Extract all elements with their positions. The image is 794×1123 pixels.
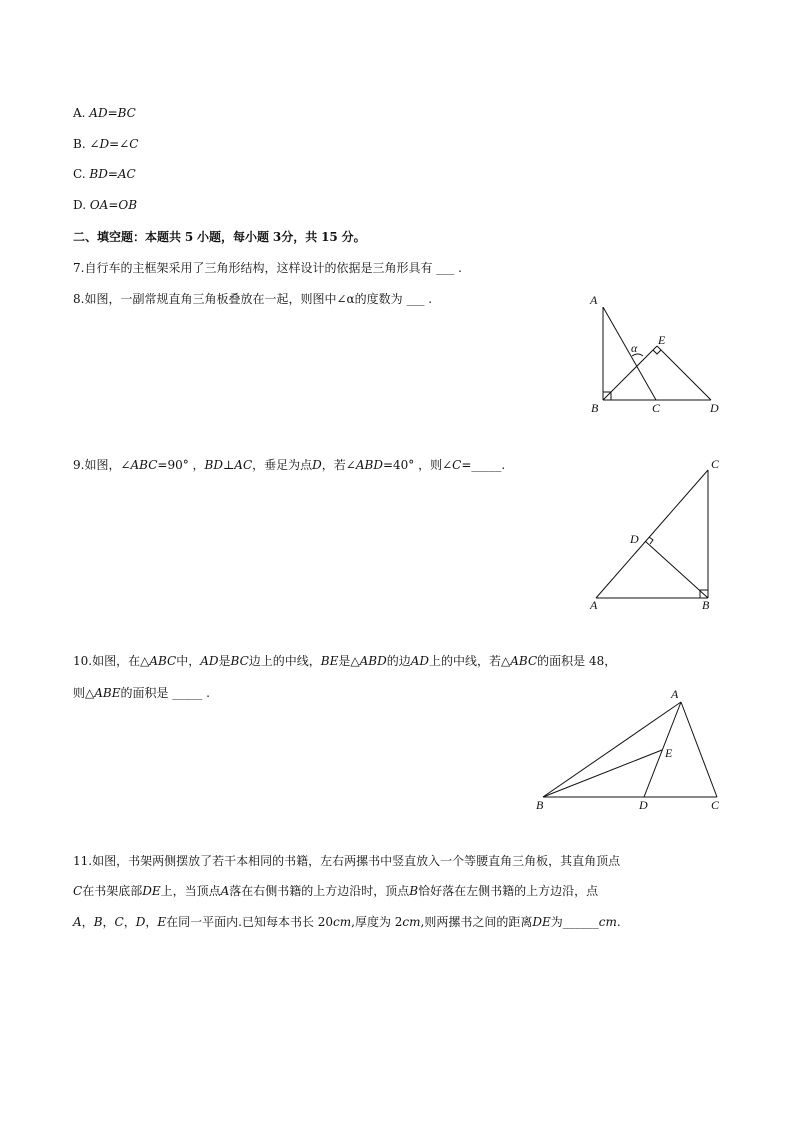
q9-t3: ，若 <box>321 458 346 472</box>
q11-l2-t4: 恰好落在左侧书籍的上方边沿，点 <box>418 884 599 898</box>
q10-l1-prefix: 10.如图，在△ <box>73 654 150 668</box>
q8-text: 8.如图，一副常规直角三角板叠放在一起，则图中∠α的度数为 <box>73 292 403 306</box>
option-b-expr: ∠D=∠C <box>89 137 139 151</box>
q10-l1-t2: 是 <box>218 654 231 668</box>
q8-label-e: E <box>658 333 666 347</box>
question-11-line-1 <box>73 853 620 869</box>
option-b-prefix: B. <box>73 137 90 151</box>
q10-label-b: B <box>536 798 544 812</box>
q11-l3-m7: cm <box>402 915 421 929</box>
section-heading-num3: 15 <box>321 230 338 244</box>
q11-l3-m9: cm <box>598 915 617 929</box>
q11-l2-m2: DE <box>142 884 161 898</box>
q10-label-e: E <box>665 746 673 760</box>
q9-label-d: D <box>630 532 639 546</box>
option-c-expr: BD=AC <box>89 167 136 181</box>
section-heading-num1: 5 <box>184 230 194 244</box>
q8-end: . <box>428 292 433 306</box>
q10-l1-t5: 的边 <box>386 654 411 668</box>
q11-l3-t1: ， <box>81 915 94 929</box>
q11-l2-t3: 落在右侧书籍的上方边沿时，顶点 <box>229 884 410 898</box>
q11-l3-m4: D <box>135 915 146 929</box>
q11-end: . <box>616 915 621 929</box>
q10-label-c: C <box>711 798 720 812</box>
q11-l3-m5: E <box>157 915 167 929</box>
q10-l2-m1: ABE <box>94 686 121 700</box>
q7-text: 7.自行车的主框架采用了三角形结构，这样设计的依据是三角形具有 <box>73 261 433 275</box>
section-heading-part3: 分，共 <box>281 230 318 244</box>
q10-line-ad <box>644 702 681 797</box>
q8-label-c: C <box>652 401 661 415</box>
q9-m3: D <box>312 458 322 472</box>
q11-l2-t2: 上，当顶点 <box>160 884 221 898</box>
section-heading-part2: 小题，每小题 <box>197 230 270 244</box>
q9-t4: =40° ，则 <box>382 458 443 472</box>
q10-l2-prefix: 则△ <box>73 686 95 700</box>
q10-l1-t7: 的面积是 48， <box>537 654 617 668</box>
q10-l1-t4: 是△ <box>338 654 360 668</box>
q8-label-b: B <box>591 401 599 415</box>
q9-blank: _____ <box>471 458 502 472</box>
q10-l1-m1: ABC <box>149 654 177 668</box>
section-heading-num2: 3 <box>272 230 282 244</box>
q10-l1-m4: BE <box>320 654 339 668</box>
q8-label-a: A <box>590 293 598 307</box>
q10-l1-m3: BC <box>230 654 249 668</box>
q8-label-d: D <box>710 401 719 415</box>
option-d-expr: OA=OB <box>89 198 138 212</box>
q11-l2-m3: A <box>220 884 230 898</box>
q9-t5: = <box>461 458 472 472</box>
q10-l1-m7: ABC <box>510 654 538 668</box>
q11-l3-m3: C <box>114 915 124 929</box>
q10-l1-m2: AD <box>200 654 219 668</box>
question-11-line-3 <box>73 914 621 930</box>
q11-l3-m1: A <box>73 915 82 929</box>
q11-l3-t2: ， <box>102 915 115 929</box>
q10-line-be <box>543 750 662 797</box>
q8-label-alpha: α <box>631 341 638 355</box>
q10-line-ac <box>681 702 717 797</box>
q9-m2: BD⊥AC <box>204 458 253 472</box>
q10-l1-t1: 中， <box>176 654 201 668</box>
q8-blank: ___ <box>406 292 425 306</box>
option-a-prefix: A. <box>73 106 90 120</box>
option-d-prefix: D. <box>73 198 90 212</box>
q9-m5: ∠C <box>442 458 462 472</box>
q11-l2-t1: 在书架底部 <box>82 884 143 898</box>
q9-label-a: A <box>590 598 598 612</box>
q11-l3-m6: cm <box>333 915 352 929</box>
q10-blank: _____ <box>172 686 203 700</box>
q9-m4: ∠ABD <box>345 458 383 472</box>
q7-blank: ___ <box>436 261 455 275</box>
q9-t1: =90° ， <box>157 458 205 472</box>
q11-l3-t8: 为 <box>550 915 563 929</box>
q11-l1: 11.如图，书架两侧摆放了若干本相同的书籍，左右两摞书中竖直放入一个等腰直角三角板，其直角顶点 <box>73 854 621 868</box>
q10-l1-m5: ABD <box>359 654 387 668</box>
q10-l2-t1: 的面积是 <box>120 686 169 700</box>
q10-label-a: A <box>671 687 679 701</box>
option-c-prefix: C. <box>73 167 90 181</box>
q9-label-c: C <box>711 457 720 471</box>
q11-l3-t7: ,则两摞书之间的距离 <box>420 915 533 929</box>
q10-line-ab <box>543 702 681 797</box>
q10-label-d: D <box>639 798 648 812</box>
q11-l3-t5: 在同一平面内.已知每本书长 20 <box>166 915 334 929</box>
q9-label-b: B <box>702 598 710 612</box>
q9-end: . <box>501 458 506 472</box>
q11-l3-t3: ， <box>123 915 136 929</box>
q9-prefix: 9.如图， <box>73 458 121 472</box>
q11-blank: ______ <box>562 915 599 929</box>
section-heading-part1: 二、填空题：本题共 <box>73 230 182 244</box>
question-11-line-2 <box>73 883 598 899</box>
option-a-expr: AD=BC <box>89 106 136 120</box>
q11-l3-t4: ， <box>145 915 158 929</box>
q9-t2: ，垂足为点 <box>252 458 313 472</box>
q10-l1-m6: AD <box>410 654 430 668</box>
q10-end: . <box>206 686 210 700</box>
q10-l1-t6: 上的中线，若△ <box>429 654 511 668</box>
q11-l3-t6: ,厚度为 2 <box>351 915 403 929</box>
q11-l3-m2: B <box>93 915 103 929</box>
q10-l1-t3: 边上的中线， <box>248 654 321 668</box>
q9-m1: ∠ABC <box>120 458 158 472</box>
q7-end: . <box>458 261 462 275</box>
q11-l3-m8: DE <box>532 915 551 929</box>
q11-l2-m4: B <box>409 884 419 898</box>
section-heading-part4: 分。 <box>341 230 366 244</box>
q11-l2-m1: C <box>73 884 83 898</box>
